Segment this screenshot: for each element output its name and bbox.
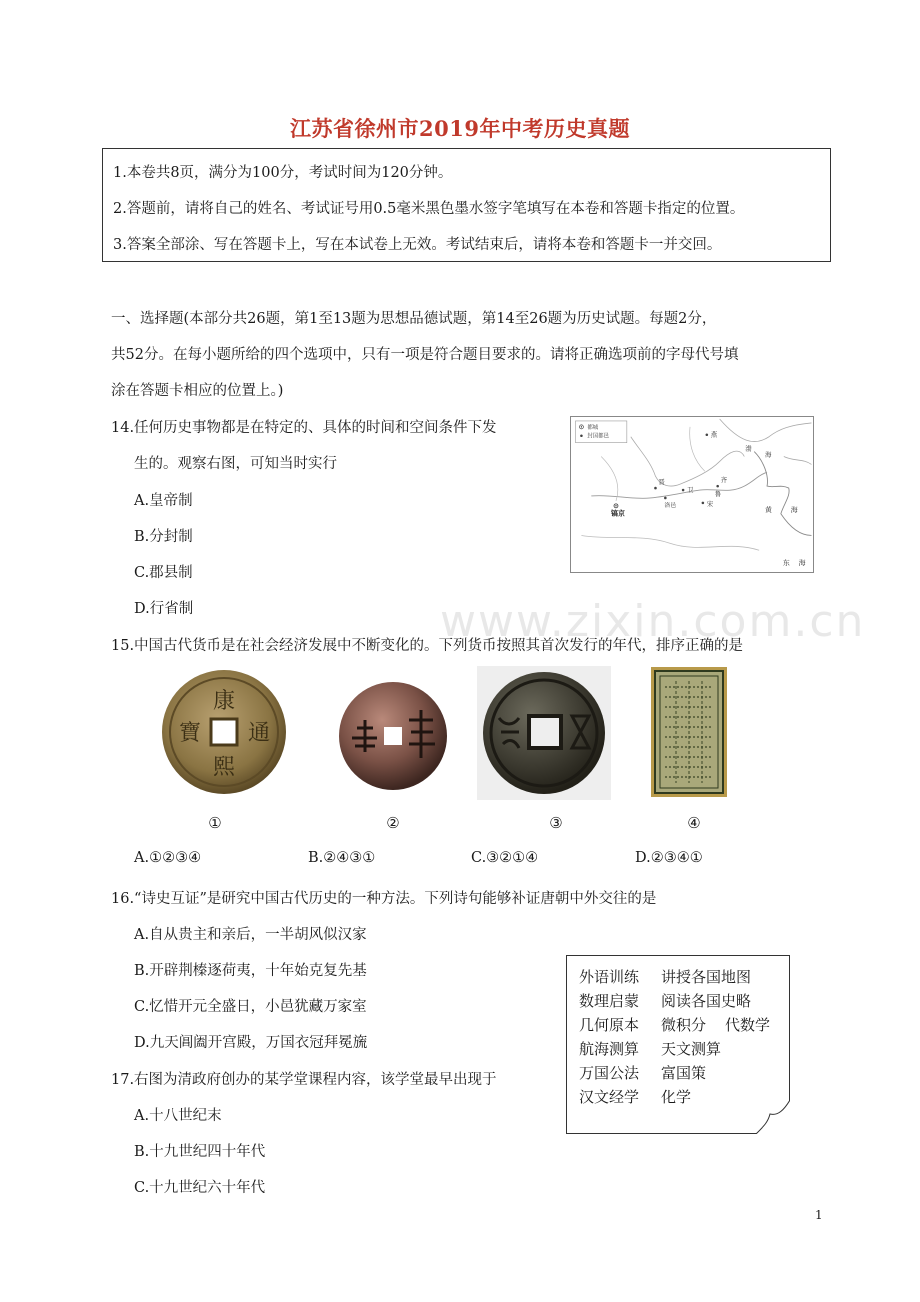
q16-stem: 16.“诗史互证”是研究中国古代历史的一种方法。下列诗句能够补证唐朝中外交往的是 [111, 891, 657, 907]
q16-option-b: B.开辟荆榛逐荷夷，十年始克复先基 [134, 963, 367, 979]
map-legend-text: 封国都邑 [587, 433, 609, 440]
map-label: 海 [765, 450, 772, 459]
q17-stem: 17.右图为清政府创办的某学堂课程内容，该学堂最早出现于 [111, 1072, 497, 1088]
map-label: 渤 [745, 444, 752, 453]
coin-wuzhu-image [477, 666, 611, 800]
course: 汉文经学 [579, 1088, 640, 1106]
course: 几何原本 [579, 1016, 640, 1034]
q16-option-c: C.忆惜开元全盛日，小邑犹藏万家室 [134, 999, 367, 1015]
curriculum-row [579, 1014, 770, 1035]
coin-kangxi-tongbao-image [160, 668, 288, 796]
course: 化学 [661, 1088, 692, 1106]
course: 阅读各国史略 [661, 992, 752, 1010]
q16-option-d: D.九天阊阖开宫殿，万国衣冠拜冕旒 [134, 1035, 368, 1051]
q15-stem: 15.中国古代货币是在社会经济发展中不断变化的。下列货币按照其首次发行的年代，排序正确的是 [111, 638, 744, 654]
map-label: 宋 [706, 499, 714, 508]
q15-option-a: A.①②③④ [134, 850, 202, 866]
curriculum-row [579, 1038, 721, 1059]
course: 数理启蒙 [579, 992, 640, 1010]
course: 微积分 [661, 1016, 707, 1034]
image-label-4: ④ [687, 814, 701, 832]
curriculum-row [579, 966, 751, 987]
q15-option-c: C.③②①④ [471, 850, 539, 866]
curriculum-row [579, 1062, 706, 1083]
notice-line: 2.答题前，请将自己的姓名、考试证号用0.5毫米黑色墨水签字笔填写在本卷和答题卡指定的位置。 [113, 201, 745, 217]
q15-option-b: B.②④③① [308, 850, 376, 866]
curriculum-row [579, 990, 751, 1011]
school-curriculum-note [566, 955, 790, 1134]
watermark: www.zixin.com.cn [440, 596, 866, 647]
coin-char: 康 [212, 689, 236, 714]
map-legend-text: 都城 [587, 424, 599, 431]
page-number: 1 [815, 1208, 823, 1222]
page-title: 江苏省徐州市2019年中考历史真题 [290, 116, 630, 141]
course: 外语训练 [579, 968, 640, 986]
map-label: 洛邑 [664, 502, 677, 509]
notice-line: 1.本卷共8页，满分为100分，考试时间为120分钟。 [113, 165, 453, 181]
coin-char: 通 [247, 721, 271, 746]
map-label: 晋 [658, 478, 665, 487]
q17-option-b: B.十九世纪四十年代 [134, 1144, 266, 1160]
map-label: 鲁 [714, 489, 722, 498]
map-label: 镐京 [611, 509, 625, 518]
q14-option-b: B.分封制 [134, 529, 193, 545]
q17-option-c: C.十九世纪六十年代 [134, 1180, 266, 1196]
image-label-1: ① [208, 814, 222, 832]
curriculum-row [579, 1086, 691, 1107]
map-label: 海 [790, 505, 798, 514]
map-label: 燕 [710, 430, 718, 439]
q17-option-a: A.十八世纪末 [134, 1108, 222, 1124]
q15-option-d: D.②③④① [635, 850, 703, 866]
course: 万国公法 [579, 1064, 640, 1082]
course: 天文测算 [661, 1040, 722, 1058]
exam-notice-box [102, 148, 831, 262]
coin-char: 寶 [178, 721, 202, 746]
page-curl-icon [756, 1100, 790, 1134]
image-label-3: ③ [549, 814, 563, 832]
section-intro-line: 一、选择题(本部分共26题，第1至13题为思想品德试题，第14至26题为历史试题。每题2分， [111, 311, 717, 327]
map-label: 海 [798, 559, 806, 568]
western-zhou-map [570, 416, 814, 573]
paper-money-jiaozi-image [651, 667, 727, 797]
q14-option-d: D.行省制 [134, 601, 194, 617]
q14-option-a: A.皇帝制 [134, 493, 193, 509]
course: 航海测算 [579, 1040, 640, 1058]
course: 代数学 [725, 1016, 771, 1034]
course: 讲授各国地图 [661, 968, 752, 986]
coin-banliang-image [337, 680, 449, 792]
coin-char: 熙 [212, 755, 236, 780]
image-label-2: ② [386, 814, 400, 832]
notice-line: 3.答案全部涂、写在答题卡上，写在本试卷上无效。考试结束后，请将本卷和答题卡一并交回。 [113, 237, 722, 253]
q14-stem: 14.任何历史事物都是在特定的、具体的时间和空间条件下发 [111, 420, 497, 436]
q16-option-a: A.自从贵主和亲后，一半胡风似汉家 [134, 927, 367, 943]
map-drawing [571, 417, 813, 572]
map-label: 黄 [765, 505, 772, 514]
section-intro-line: 涂在答题卡相应的位置上。) [111, 383, 284, 399]
map-label: 东 [782, 559, 790, 568]
course: 富国策 [661, 1064, 707, 1082]
map-label: 齐 [720, 476, 728, 485]
q14-option-c: C.郡县制 [134, 565, 193, 581]
map-label: 卫 [687, 486, 694, 495]
section-intro-line: 共52分。在每小题所给的四个选项中，只有一项是符合题目要求的。请将正确选项前的字母代号填 [111, 347, 739, 363]
q14-stem: 生的。观察右图，可知当时实行 [134, 456, 337, 472]
